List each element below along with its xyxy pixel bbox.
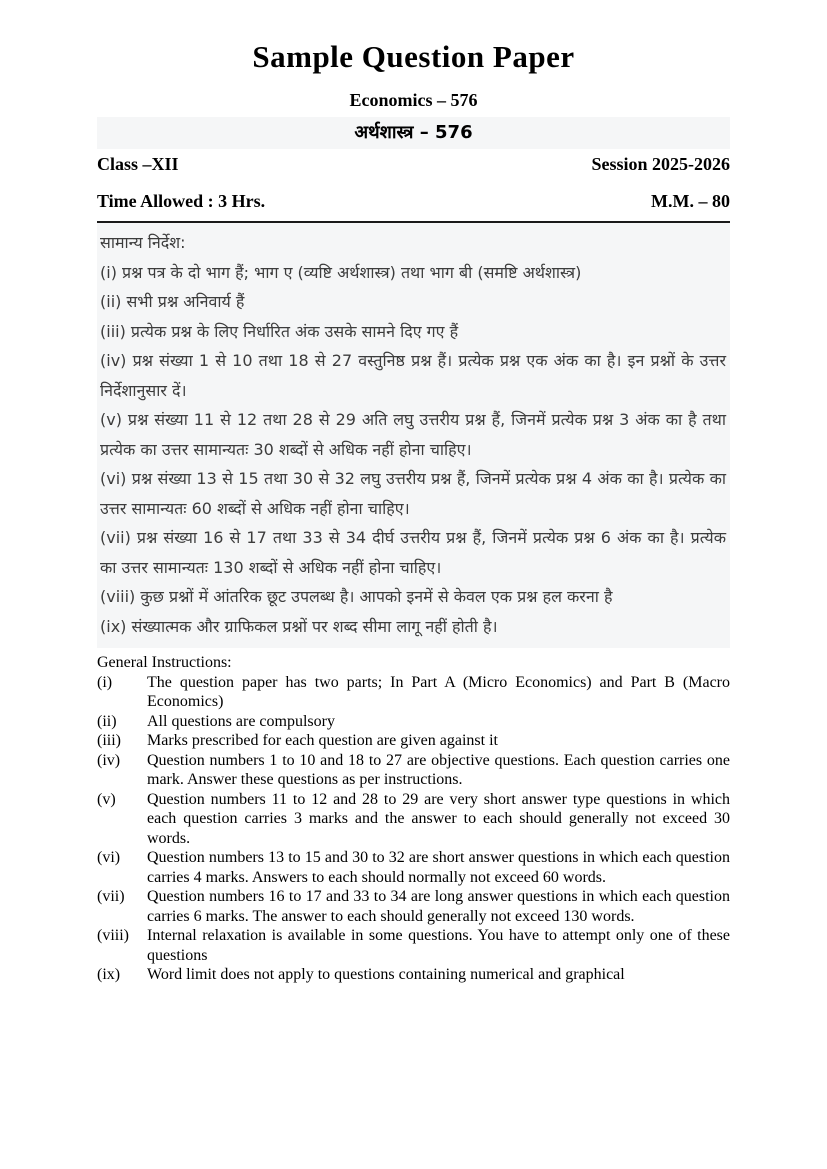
instruction-number: (vi) bbox=[97, 849, 121, 866]
hindi-instruction-item bbox=[100, 317, 726, 347]
english-instruction-item bbox=[97, 965, 730, 985]
instruction-number: (v) bbox=[100, 410, 122, 429]
instruction-text: प्रश्न संख्या 11 से 12 तथा 28 से 29 अति लघु उत्तरीय प्रश्न हैं, जिनमें प्रत्येक प्रश्न 3 अंक का है तथा प्रत्येक का उत्तर सामान्यतः 30 शब्दों से अधिक नहीं होना चाहिए। bbox=[100, 410, 726, 459]
instruction-text: Question numbers 13 to 15 and 30 to 32 are short answer questions in which each question carries 4 marks. Answers to each should normally not exceed 60 words. bbox=[147, 849, 730, 886]
instruction-number: (viii) bbox=[100, 587, 136, 606]
max-marks-label: M.M. – 80 bbox=[651, 191, 730, 211]
instruction-number: (iv) bbox=[97, 751, 121, 769]
hindi-instruction-item bbox=[100, 612, 726, 642]
hindi-instructions-section bbox=[97, 221, 730, 648]
english-instruction-item bbox=[97, 848, 730, 887]
english-instruction-item bbox=[97, 712, 730, 732]
instruction-text: Word limit does not apply to questions containing numerical and graphical bbox=[147, 966, 625, 983]
instruction-text: प्रश्न संख्या 13 से 15 तथा 30 से 32 लघु उत्तरीय प्रश्न हैं, जिनमें प्रत्येक प्रश्न 4 अंक का है। प्रत्येक का उत्तर सामान्यतः 60 शब्दों से अधिक नहीं होना चाहिए। bbox=[100, 469, 727, 518]
hindi-instruction-item bbox=[100, 582, 726, 612]
hindi-instruction-item bbox=[100, 405, 726, 464]
instruction-number: (vii) bbox=[97, 888, 125, 905]
english-instructions-heading: General Instructions: bbox=[97, 654, 232, 671]
hindi-instruction-item bbox=[100, 523, 726, 582]
instruction-number: (vi) bbox=[100, 469, 127, 488]
instruction-number: (iii) bbox=[100, 321, 126, 341]
english-instruction-item bbox=[97, 790, 730, 849]
class-label: Class –XII bbox=[97, 154, 179, 174]
english-instruction-item bbox=[97, 751, 730, 790]
instruction-text: संख्यात्मक और ग्राफिकल प्रश्नों पर शब्द सीमा लागू नहीं होती है। bbox=[131, 616, 498, 636]
instruction-text: Question numbers 11 to 12 and 28 to 29 are very short answer type questions in which each question carries 3 marks and the answer to each should generally not exceed 30 words. bbox=[147, 790, 730, 847]
hindi-instruction-item bbox=[100, 464, 726, 523]
hindi-instruction-item bbox=[100, 346, 726, 405]
instruction-text: The question paper has two parts; In Part A (Micro Economics) and Part B (Macro Economics) bbox=[147, 673, 730, 710]
hindi-instruction-item bbox=[100, 287, 726, 317]
instruction-text: सभी प्रश्न अनिवार्य हैं bbox=[126, 292, 245, 311]
page-title: Sample Question Paper bbox=[252, 39, 575, 74]
instruction-number: (iv) bbox=[100, 351, 127, 370]
instruction-number: (iii) bbox=[97, 732, 121, 749]
instruction-number: (ix) bbox=[100, 616, 127, 636]
english-instruction-item bbox=[97, 673, 730, 712]
instruction-number: (ii) bbox=[97, 712, 117, 730]
instruction-number: (vii) bbox=[100, 528, 131, 547]
instruction-text: प्रश्न संख्या 1 से 10 तथा 18 से 27 वस्तुनिष्ठ प्रश्न हैं। प्रत्येक प्रश्न एक अंक का है। इन प्रश्नों के उत्तर निर्देशानुसार दें। bbox=[100, 351, 726, 400]
subject-line-hindi: अर्थशास्त्र – 576 bbox=[97, 117, 730, 149]
english-instruction-item bbox=[97, 926, 730, 965]
instruction-text: Internal relaxation is available in some questions. You have to attempt only one of these questions bbox=[147, 927, 730, 964]
class-session-row bbox=[97, 154, 730, 175]
english-instruction-item bbox=[97, 887, 730, 926]
instruction-text: प्रत्येक प्रश्न के लिए निर्धारित अंक उसके सामने दिए गए हैं bbox=[130, 321, 459, 341]
subject-line-english: Economics – 576 bbox=[349, 90, 478, 110]
instruction-text: Marks prescribed for each question are given against it bbox=[147, 732, 498, 749]
hindi-instructions-heading: सामान्य निर्देश: bbox=[100, 233, 186, 252]
instruction-number: (i) bbox=[100, 262, 117, 282]
hindi-instruction-item bbox=[100, 258, 726, 288]
instruction-text: प्रश्न संख्या 16 से 17 तथा 33 से 34 दीर्घ उत्तरीय प्रश्न हैं, जिनमें प्रत्येक प्रश्न 6 अंक का है। प्रत्येक का उत्तर सामान्यतः 130 शब्दों से अधिक नहीं होना चाहिए। bbox=[100, 528, 726, 577]
instruction-number: (i) bbox=[97, 673, 113, 691]
instruction-number: (viii) bbox=[97, 927, 129, 944]
instruction-text: कुछ प्रश्नों में आंतरिक छूट उपलब्ध है। आपको इनमें से केवल एक प्रश्न हल करना है bbox=[140, 587, 613, 606]
session-label: Session 2025-2026 bbox=[591, 154, 730, 174]
instruction-text: Question numbers 1 to 10 and 18 to 27 are objective questions. Each question carries one mark. Answer these questions as per instructions. bbox=[147, 751, 730, 788]
time-allowed-label: Time Allowed : 3 Hrs. bbox=[97, 191, 266, 211]
instruction-text: Question numbers 16 to 17 and 33 to 34 are long answer questions in which each question carries 6 marks. The answer to each should generally not exceed 130 words. bbox=[147, 888, 730, 925]
instruction-number: (v) bbox=[97, 790, 116, 808]
instruction-number: (ix) bbox=[97, 966, 121, 983]
english-instruction-item bbox=[97, 731, 730, 751]
time-marks-row bbox=[97, 191, 730, 212]
instruction-text: All questions are compulsory bbox=[147, 712, 335, 730]
instruction-number: (ii) bbox=[100, 292, 122, 311]
instruction-text: प्रश्न पत्र के दो भाग हैं; भाग ए (व्यष्टि अर्थशास्त्र) तथा भाग बी (समष्टि अर्थशास्त्र) bbox=[122, 262, 582, 282]
english-instructions-section bbox=[97, 653, 730, 985]
